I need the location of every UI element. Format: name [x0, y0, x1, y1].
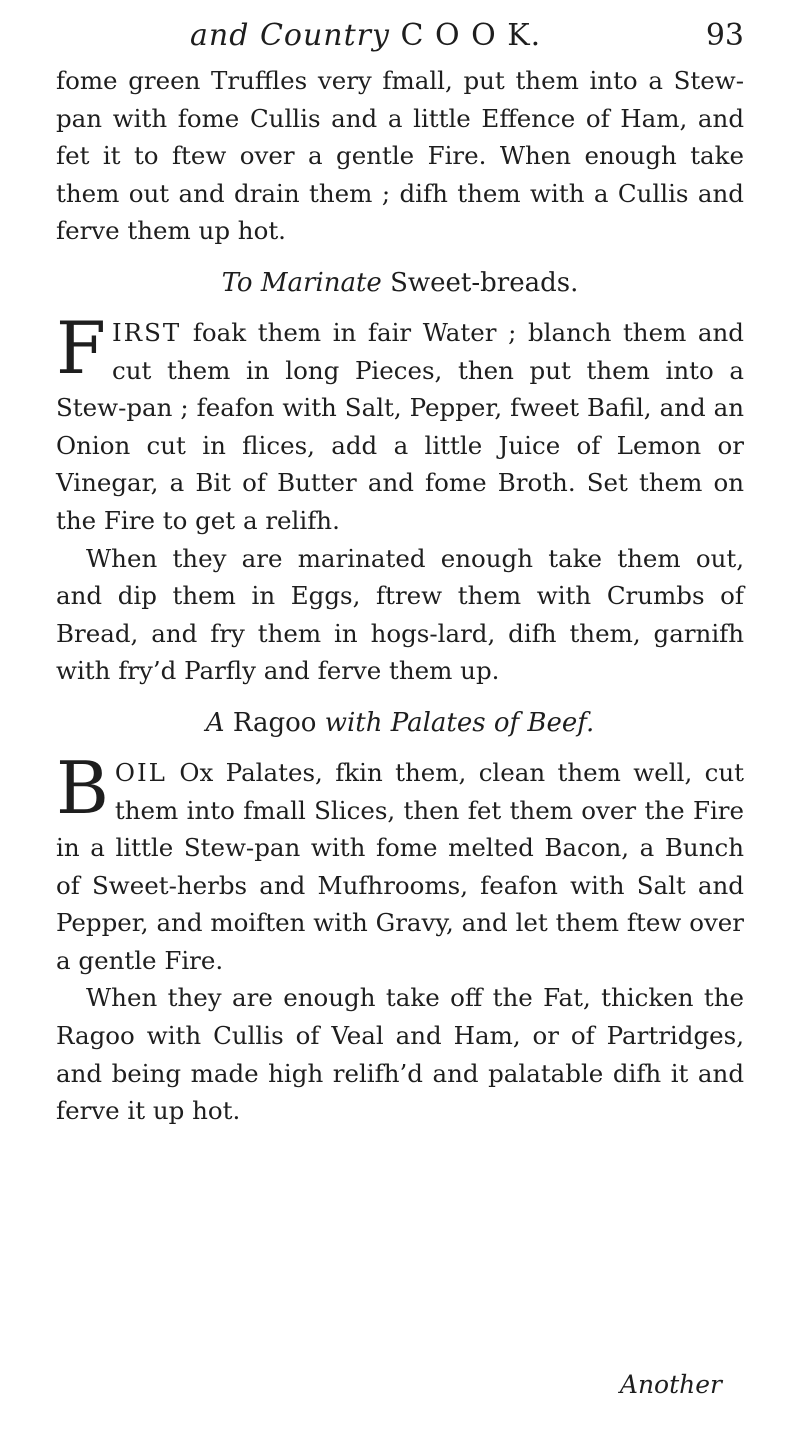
recipe-heading-italic: A — [205, 707, 225, 738]
recipe-heading-ragoo — [56, 706, 744, 740]
drop-cap: F — [56, 305, 106, 390]
running-head — [0, 14, 800, 64]
recipe-paragraph — [56, 305, 744, 540]
recipe-heading-italic: To Marinate — [221, 267, 382, 298]
recipe-heading-marinate — [56, 266, 744, 300]
continuation-paragraph: fome green Truffles very fmall, put them into a Stew-pan with fome Cullis and a little Effence of Ham, and fet it to ftew over a gentle Fire. When enough take them out and drain them ; difh them with a Cullis and ferve them up hot. — [56, 66, 744, 246]
page-number: 93 — [705, 18, 744, 53]
drop-cap: B — [56, 745, 109, 830]
recipe-paragraph — [56, 745, 744, 980]
recipe-paragraph: When they are marinated enough take them out, and dip them in Eggs, ftrew them with Crumbs of Bread, and fry them in hogs-lard, difh them, garnifh with fry’d Parfly and ferve them up. — [56, 543, 744, 686]
recipe-text: Ox Palates, fkin them, clean them well, cut them into fmall Slices, then fet them over the Fire in a little Stew-pan with fome melted Bacon, a Bunch of Sweet-herbs and Mufhrooms, feafon with Salt and Pepper, and moiften with Gravy, and let them ftew over a gentle Fire. — [56, 757, 744, 975]
recipe-heading-roman: Ragoo — [232, 707, 317, 738]
catchword: Another — [619, 1370, 722, 1399]
recipe-text: foak them in fair Water ; blanch them and cut them in long Pieces, then put them into a Stew-pan ; feafon with Salt, Pepper, fweet Bafil, and an Onion cut in flices, add a little Juice of Lemon or Vinegar, a Bit of Butter and fome Broth. Set them on the Fire to get a relifh. — [56, 317, 744, 535]
body-text — [56, 62, 744, 1130]
recipe-heading-italic: with Palates of Beef. — [324, 707, 595, 738]
lead-word: OIL — [114, 757, 167, 787]
running-title-italic: and Country — [190, 18, 390, 53]
recipe-heading-roman: Sweet-breads. — [390, 267, 579, 298]
lead-word: IRST — [111, 317, 182, 347]
running-title-caps: C O O K. — [400, 18, 542, 53]
running-title — [190, 18, 541, 53]
recipe-paragraph: When they are enough take off the Fat, thicken the Ragoo with Cullis of Veal and Ham, or of Partridges, and being made high relifh’d and palatable difh it and ferve it up hot. — [56, 983, 744, 1126]
